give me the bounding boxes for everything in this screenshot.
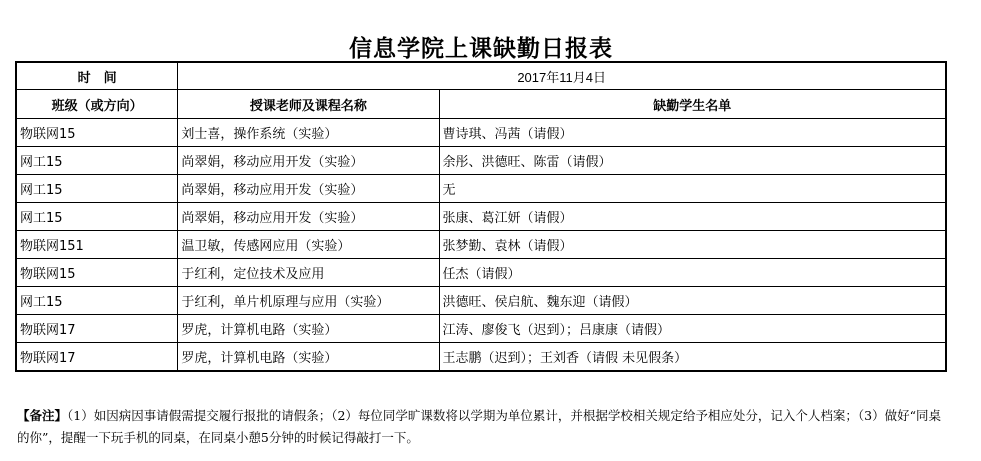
column-header-absent: 缺勤学生名单	[439, 90, 946, 119]
class-cell: 物联网17	[16, 343, 178, 372]
column-header-class: 班级（或方向）	[16, 90, 178, 119]
course-cell: 刘士喜，操作系统（实验）	[178, 119, 439, 147]
absent-students-cell: 无	[439, 175, 946, 203]
table-row	[16, 203, 946, 231]
course-cell: 尚翠娟，移动应用开发（实验）	[178, 203, 439, 231]
remarks-text: （1）如因病因事请假需提交履行报批的请假条；（2）每位同学旷课数将以学期为单位累计，并根据学校相关规定给予相应处分，记入个人档案；（3）做好“同桌的你”，提醒一下玩手机的同桌，在同桌小憩5分钟的时候记得敲打一下。	[17, 408, 942, 445]
absence-table	[15, 61, 947, 372]
table-row	[16, 315, 946, 343]
course-cell: 尚翠娟，移动应用开发（实验）	[178, 147, 439, 175]
table-row	[16, 259, 946, 287]
time-label-cell: 时 间	[16, 62, 178, 90]
course-cell: 温卫敏，传感网应用（实验）	[178, 231, 439, 259]
course-cell: 于红利，定位技术及应用	[178, 259, 439, 287]
remarks-note	[17, 405, 952, 449]
date-cell: 2017年11月4日	[178, 62, 946, 90]
absent-students-cell: 张梦勤、袁林（请假）	[439, 231, 946, 259]
remarks-label: 【备注】	[17, 408, 68, 423]
absent-students-cell: 任杰（请假）	[439, 259, 946, 287]
class-cell: 网工15	[16, 147, 178, 175]
class-cell: 网工15	[16, 203, 178, 231]
class-cell: 网工15	[16, 175, 178, 203]
absent-students-cell: 王志鹏（迟到）；王刘香（请假 未见假条）	[439, 343, 946, 372]
absent-students-cell: 洪德旺、侯启航、魏东迎（请假）	[439, 287, 946, 315]
class-cell: 物联网15	[16, 119, 178, 147]
class-cell: 网工15	[16, 287, 178, 315]
class-cell: 物联网15	[16, 259, 178, 287]
table-row	[16, 343, 946, 372]
table-row	[16, 231, 946, 259]
course-cell: 于红利，单片机原理与应用（实验）	[178, 287, 439, 315]
course-cell: 罗虎，计算机电路（实验）	[178, 315, 439, 343]
table-row	[16, 175, 946, 203]
table-row	[16, 287, 946, 315]
column-header-course: 授课老师及课程名称	[178, 90, 439, 119]
absent-students-cell: 余彤、洪德旺、陈雷（请假）	[439, 147, 946, 175]
class-cell: 物联网151	[16, 231, 178, 259]
page-title: 信息学院上课缺勤日报表	[349, 35, 613, 62]
class-cell: 物联网17	[16, 315, 178, 343]
absent-students-cell: 张康、葛江妍（请假）	[439, 203, 946, 231]
absent-students-cell: 曹诗琪、冯茜（请假）	[439, 119, 946, 147]
absent-students-cell: 江涛、廖俊飞（迟到）；吕康康（请假）	[439, 315, 946, 343]
course-cell: 罗虎，计算机电路（实验）	[178, 343, 439, 372]
course-cell: 尚翠娟，移动应用开发（实验）	[178, 175, 439, 203]
table-row	[16, 119, 946, 147]
table-row	[16, 147, 946, 175]
